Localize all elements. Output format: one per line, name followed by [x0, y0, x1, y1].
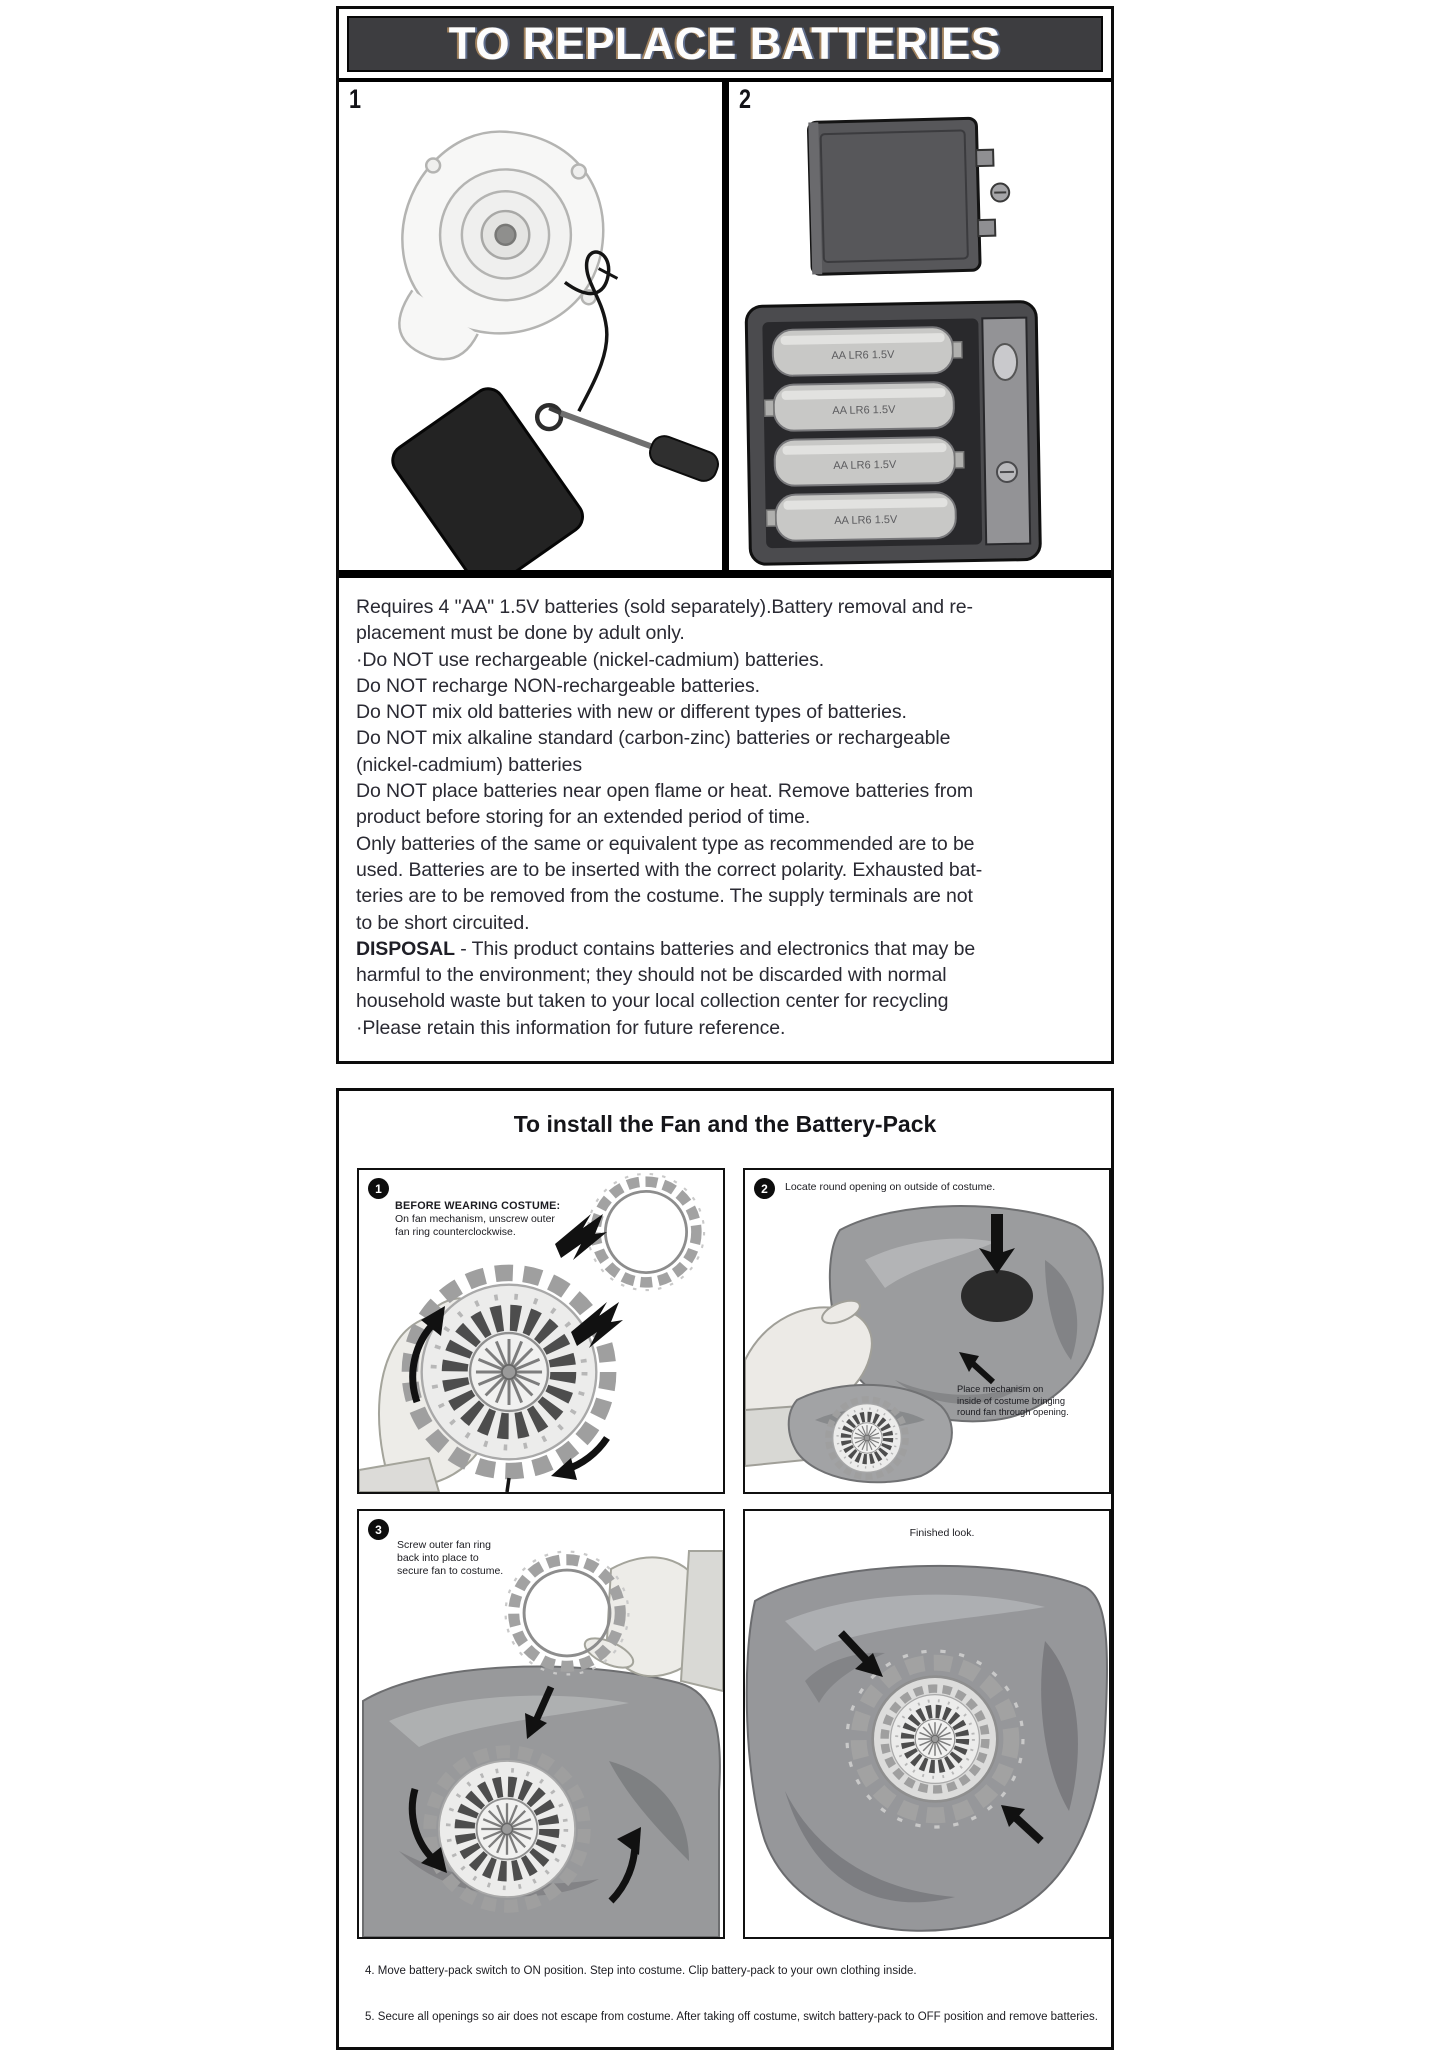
- title-banner: [347, 16, 1103, 72]
- warning-line: product before storing for an extended period of time.: [356, 806, 811, 829]
- warning-line: teries are to be removed from the costume. The supply terminals are not: [356, 885, 973, 908]
- fan-pack-photo: [339, 82, 722, 570]
- footnote-4: 4. Move battery-pack switch to ON position. Step into costume. Clip battery-pack to your own clothing inside.: [365, 1965, 917, 1977]
- fan-through-opening: [789, 1385, 952, 1482]
- battery-compartment-photo: [729, 82, 1112, 570]
- install-box: [336, 1088, 1114, 2050]
- fan-mechanism: [410, 1273, 608, 1471]
- page-title: TO REPLACE BATTERIES: [448, 18, 1002, 69]
- warning-line: (nickel-cadmium) batteries: [356, 753, 583, 776]
- step-panel-1: [357, 1168, 725, 1494]
- step-panel-3: [357, 1509, 725, 1939]
- warning-line: Only batteries of the same or equivalent type as recommended are to be: [356, 832, 975, 855]
- screwdriver: [549, 408, 721, 484]
- aa-battery: [774, 437, 964, 486]
- warning-line: ·Please retain this information for future reference.: [356, 1016, 786, 1039]
- install-heading: To install the Fan and the Battery-Pack: [513, 1111, 937, 1137]
- outer-fan-ring: [588, 1174, 704, 1290]
- svg-text:AA LR6 1.5V: AA LR6 1.5V: [830, 348, 895, 363]
- footnote-5: 5. Secure all openings so air does not escape from costume. After taking off costume, switch battery-pack to OFF position and remove batteries.: [365, 2011, 1098, 2023]
- warning-line: placement must be done by adult only.: [356, 622, 685, 645]
- step-3-caption: Screw outer fan ring back into place to secure fan to costume.: [397, 1539, 504, 1577]
- finished-look-illustration: [745, 1511, 1109, 1937]
- photo-panel-2: [729, 82, 1112, 570]
- replace-batteries-box: [336, 6, 1114, 1064]
- blower-fan: [399, 132, 603, 360]
- step-2-caption: Locate round opening on outside of costume.: [785, 1181, 996, 1193]
- warning-line: used. Batteries are to be inserted with the correct polarity. Exhausted bat-: [356, 858, 983, 881]
- install-steps-grid: [357, 1168, 1093, 1939]
- battery-door: [808, 117, 1011, 274]
- warning-line: ·Do NOT use rechargeable (nickel-cadmium) batteries.: [356, 648, 825, 671]
- warning-line: Do NOT mix alkaline standard (carbon-zinc) batteries or rechargeable: [356, 727, 951, 750]
- locate-opening-illustration: [745, 1170, 1109, 1492]
- aa-battery: [772, 327, 962, 376]
- finished-look-caption: Finished look.: [909, 1527, 975, 1539]
- warning-line: household waste but taken to your local collection center for recycling: [356, 990, 949, 1013]
- warning-line: to be short circuited.: [356, 911, 530, 934]
- document-page: [336, 6, 1114, 2050]
- photo-panel-1: [339, 82, 729, 570]
- photo-number-1: 1: [349, 84, 362, 114]
- warning-line: DISPOSAL - This product contains batteries and electronics that may be: [356, 937, 976, 960]
- step-1-caption: BEFORE WEARING COSTUME: On fan mechanism, unscrew outer fan ring counterclockwise.: [395, 1200, 561, 1238]
- warning-line: Do NOT recharge NON-rechargeable batteries.: [356, 674, 760, 697]
- cord: [507, 1478, 509, 1492]
- step-3-badge: 3: [368, 1519, 389, 1540]
- compartment: [746, 301, 1040, 564]
- step-2-badge: 2: [754, 1178, 775, 1199]
- round-opening: [961, 1270, 1033, 1322]
- svg-text:AA LR6 1.5V: AA LR6 1.5V: [832, 458, 896, 472]
- footnotes: [365, 1965, 1111, 2023]
- step-1-badge: 1: [368, 1178, 389, 1199]
- warning-line: Do NOT mix old batteries with new or different types of batteries.: [356, 701, 907, 724]
- warning-line: Do NOT place batteries near open flame or heat. Remove batteries from: [356, 780, 974, 803]
- aa-battery: [764, 382, 954, 431]
- warning-line: Requires 4 "AA" 1.5V batteries (sold separately).Battery removal and re-: [356, 596, 973, 618]
- step-panel-2: [743, 1168, 1111, 1494]
- step-panel-4: [743, 1509, 1111, 1939]
- aa-battery: [766, 492, 956, 541]
- svg-text:AA LR6 1.5V: AA LR6 1.5V: [833, 513, 897, 527]
- warning-line: harmful to the environment; they should not be discarded with normal: [356, 964, 947, 987]
- photo-number-2: 2: [738, 84, 751, 114]
- step-2-caption-2: Place mechanism on inside of costume bringing round fan through opening.: [957, 1384, 1069, 1417]
- photo-row: [339, 78, 1111, 578]
- battery-warnings: [339, 578, 1111, 1041]
- svg-text:AA LR6 1.5V: AA LR6 1.5V: [831, 403, 895, 418]
